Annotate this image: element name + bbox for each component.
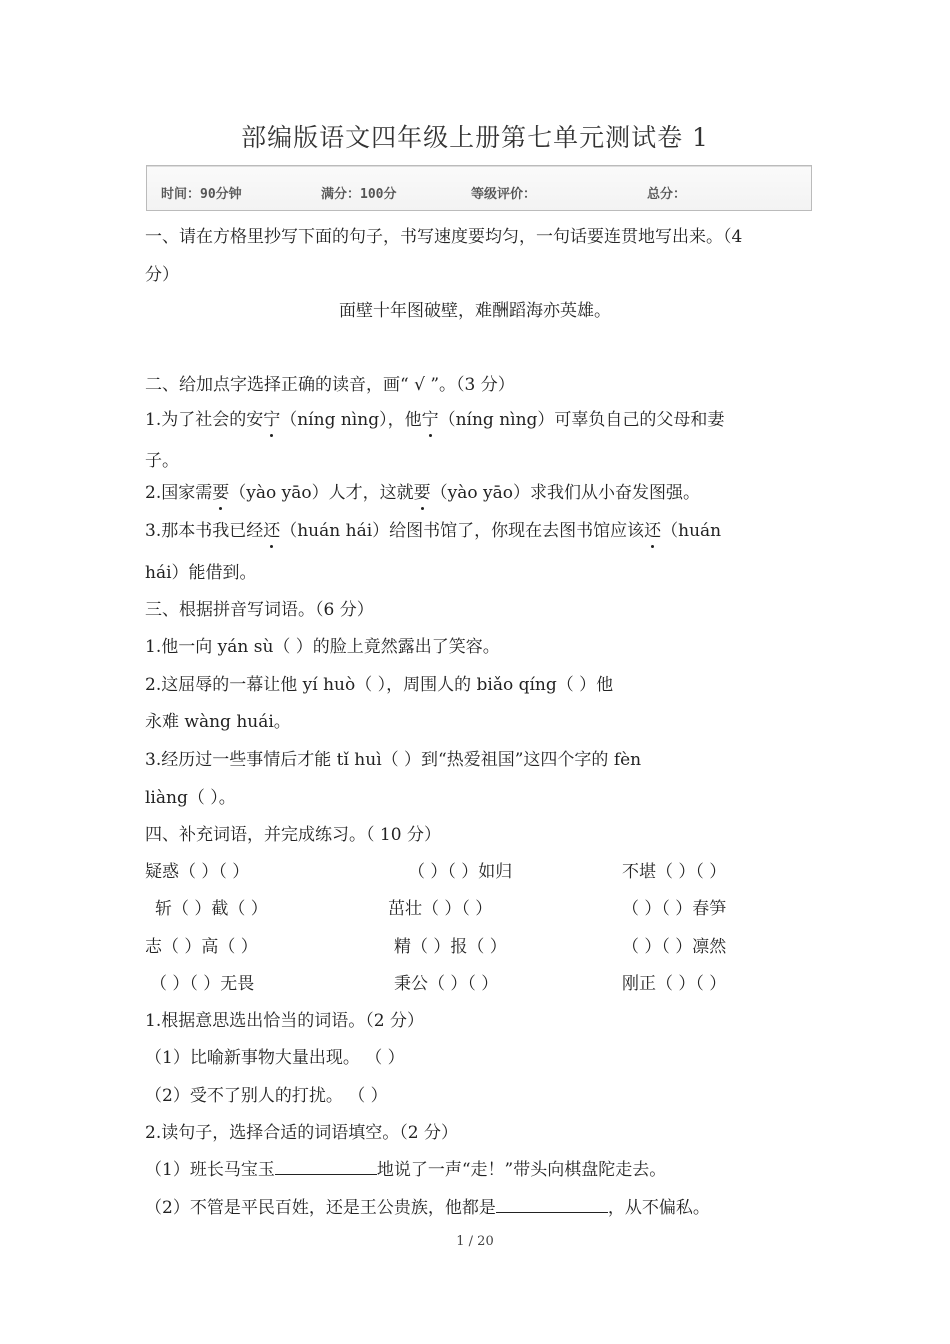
copy-sentence: 面壁十年图破壁，难酬蹈海亦英雄。 [339, 301, 611, 321]
word-cell: （ ）（ ）春笋 [622, 899, 727, 919]
practice2-item1 [145, 1155, 666, 1180]
info-total: 总分： [647, 187, 687, 202]
dotted-char: 宁 [422, 405, 439, 430]
section2-q3 [145, 516, 721, 541]
practice2-heading: 2.读句子，选择合适的词语填空。（2 分） [145, 1123, 458, 1143]
info-time: 时间：90分钟 [161, 187, 242, 202]
word-cell: 疑惑（ ）（ ） [145, 862, 250, 882]
practice1-heading: 1.根据意思选出恰当的词语。（2 分） [145, 1011, 424, 1031]
info-score: 满分：100分 [321, 187, 397, 202]
section2-q1 [145, 405, 724, 430]
fill-text: （2）不管是平民百姓，还是王公贵族，他都是 [145, 1198, 496, 1218]
word-cell: （ ）（ ）无畏 [150, 974, 255, 994]
q2-text-c: （yào yāo）人才，这就 [229, 483, 414, 503]
fill-text: （1）班长马宝玉 [145, 1160, 275, 1180]
page-title: 部编版语文四年级上册第七单元测试卷 1 [241, 123, 709, 152]
section3-heading: 三、根据拼音写词语。（6 分） [145, 600, 374, 620]
fill-text: 地说了一声“走！”带头向棋盘陀走去。 [376, 1160, 667, 1180]
dotted-char: 还 [263, 516, 280, 541]
section3-q1: 1.他一向 yán sù（ ）的脸上竟然露出了笑容。 [145, 637, 500, 657]
q1-text-e: （níng nìng）可辜负自己的父母和妻 [438, 410, 725, 430]
section2-q1-cont: 子。 [145, 451, 179, 471]
page-number: 1 / 20 [456, 1234, 494, 1249]
word-cell: 刚正（ ）（ ） [622, 974, 727, 994]
fill-text: ，从不偏私。 [607, 1198, 710, 1218]
practice1-item2: （2）受不了别人的打扰。 （ ） [145, 1086, 388, 1106]
word-cell: 志（ ）高（ ） [145, 937, 258, 957]
section1-heading-cont: 分） [145, 265, 179, 285]
q2-text-e: （yào yāo）求我们从小奋发图强。 [430, 483, 700, 503]
practice1-item1: （1）比喻新事物大量出现。 （ ） [145, 1048, 405, 1068]
section2-q3-cont: hái）能借到。 [145, 563, 257, 583]
word-cell: 秉公（ ）（ ） [394, 974, 499, 994]
section2-q2 [145, 478, 700, 503]
dotted-char: 要 [414, 478, 431, 503]
q1-text-a: 1.为了社会的安 [145, 410, 264, 430]
dotted-char: 宁 [263, 405, 280, 430]
section4-heading: 四、补充词语，并完成练习。（ 10 分） [145, 825, 441, 845]
word-cell: （ ）（ ）如归 [408, 862, 513, 882]
q3-text-e: （huán [661, 521, 722, 541]
word-cell: 精（ ）报（ ） [394, 937, 507, 957]
q3-text-c: （huán hái）给图书馆了，你现在去图书馆应该 [280, 521, 645, 541]
q3-text-a: 3.那本书我已经 [145, 521, 264, 541]
practice2-item2 [145, 1193, 710, 1218]
dotted-char: 要 [212, 478, 229, 503]
section3-q2: 2.这屈辱的一幕让他 yí huò（ ），周围人的 biǎo qíng（ ）他 [145, 675, 614, 695]
section3-q3: 3.经历过一些事情后才能 tǐ huì（ ）到“热爱祖国”这四个字的 fèn [145, 750, 642, 770]
word-cell: （ ）（ ）凛然 [622, 937, 727, 957]
fill-blank[interactable] [496, 1198, 608, 1213]
info-grade: 等级评价： [471, 187, 537, 202]
word-cell: 不堪（ ）（ ） [622, 862, 727, 882]
q1-text-c: （níng nìng），他 [280, 410, 422, 430]
fill-blank[interactable] [275, 1160, 377, 1175]
word-cell: 斩（ ）截（ ） [155, 899, 268, 919]
dotted-char: 还 [644, 516, 661, 541]
info-box [146, 165, 812, 211]
q2-text-a: 2.国家需 [145, 483, 213, 503]
section2-heading: 二、给加点字选择正确的读音，画“ √ ”。（3 分） [145, 375, 515, 395]
word-cell: 茁壮（ ）（ ） [388, 899, 493, 919]
section3-q2-cont: 永难 wàng huái。 [145, 712, 291, 732]
section3-q3-cont: liàng（ ）。 [145, 788, 236, 808]
section1-heading: 一、请在方格里抄写下面的句子，书写速度要均匀，一句话要连贯地写出来。（4 [145, 227, 743, 247]
